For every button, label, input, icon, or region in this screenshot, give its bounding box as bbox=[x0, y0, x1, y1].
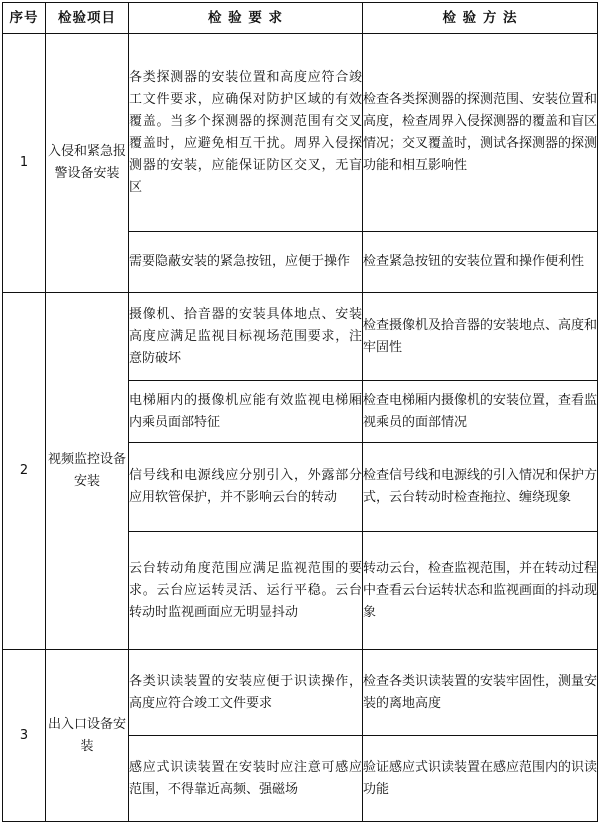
requirement-cell: 感应式识读装置在安装时应注意可感应范围，不得靠近高频、强磁场 bbox=[129, 736, 363, 822]
table-row bbox=[3, 293, 598, 381]
table-row bbox=[3, 650, 598, 736]
method-cell: 检查各类探测器的探测范围、安装位置和高度，检查周界入侵探测器的覆盖和盲区情况；交叉覆盖时，测试各探测器的探测功能和相互影响性 bbox=[363, 34, 598, 232]
requirement-cell: 信号线和电源线应分别引入，外露部分应用软管保护，并不影响云台的转动 bbox=[129, 443, 363, 532]
header-row bbox=[3, 3, 598, 34]
row-number: 2 bbox=[3, 293, 46, 650]
table-row bbox=[3, 34, 598, 232]
method-cell: 检查紧急按钮的安装位置和操作便利性 bbox=[363, 232, 598, 293]
requirement-cell: 各类识读装置的安装应便于识读操作，高度应符合竣工文件要求 bbox=[129, 650, 363, 736]
row-number: 3 bbox=[3, 650, 46, 822]
inspection-item: 出入口设备安装 bbox=[46, 650, 129, 822]
requirement-cell: 摄像机、拾音器的安装具体地点、安装高度应满足监视目标视场范围要求，注意防破坏 bbox=[129, 293, 363, 381]
method-cell: 检查摄像机及拾音器的安装地点、高度和牢固性 bbox=[363, 293, 598, 381]
row-number: 1 bbox=[3, 34, 46, 293]
method-cell: 转动云台，检查监视范围，并在转动过程中查看云台运转状态和监视画面的抖动现象 bbox=[363, 532, 598, 650]
requirement-cell: 需要隐蔽安装的紧急按钮，应便于操作 bbox=[129, 232, 363, 293]
requirement-cell: 电梯厢内的摄像机应能有效监视电梯厢内乘员面部特征 bbox=[129, 381, 363, 443]
header-method: 检 验 方 法 bbox=[363, 3, 598, 34]
method-cell: 验证感应式识读装置在感应范围内的识读功能 bbox=[363, 736, 598, 822]
method-cell: 检查信号线和电源线的引入情况和保护方式，云台转动时检查拖拉、缠绕现象 bbox=[363, 443, 598, 532]
header-item: 检验项目 bbox=[46, 3, 129, 34]
requirement-cell: 云台转动角度范围应满足监视范围的要求。云台应运转灵活、运行平稳。云台转动时监视画面应无明显抖动 bbox=[129, 532, 363, 650]
method-cell: 检查电梯厢内摄像机的安装位置，查看监视乘员的面部情况 bbox=[363, 381, 598, 443]
inspection-item: 视频监控设备安装 bbox=[46, 293, 129, 650]
requirement-cell: 各类探测器的安装位置和高度应符合竣工文件要求，应确保对防护区域的有效覆盖。当多个探测器的探测范围有交叉覆盖时，应避免相互干扰。周界入侵探测器的安装，应能保证防区交叉，无盲区 bbox=[129, 34, 363, 232]
inspection-table bbox=[2, 2, 598, 822]
method-cell: 检查各类识读装置的安装牢固性，测量安装的离地高度 bbox=[363, 650, 598, 736]
inspection-item: 入侵和紧急报警设备安装 bbox=[46, 34, 129, 293]
header-requirement: 检 验 要 求 bbox=[129, 3, 363, 34]
header-no: 序号 bbox=[3, 3, 46, 34]
